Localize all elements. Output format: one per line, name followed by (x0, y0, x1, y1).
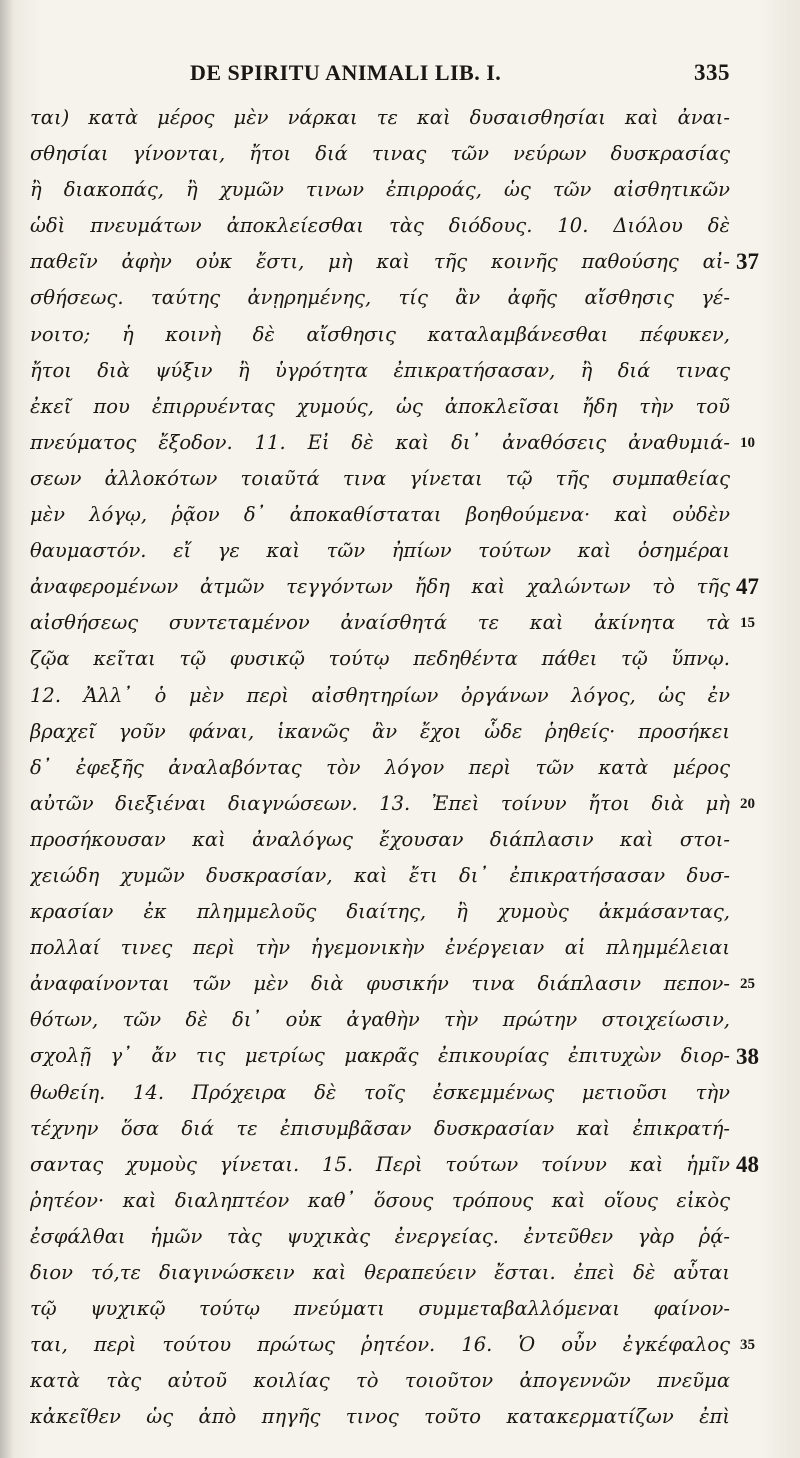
text-line: ὡδὶ πνευμάτων ἀποκλείεσθαι τὰς διόδους. 10. Διόλου δὲ (30, 214, 730, 238)
margin-line-numbers (736, 100, 796, 1400)
text-line: ἢ διακοπάς, ἢ χυμῶν τινων ἐπιρροάς, ὡς τῶν αἰσθητικῶν (30, 178, 730, 202)
text-line: παθεῖν ἀφὴν οὐκ ἔστι, μὴ καὶ τῆς κοινῆς παθούσης αἰ- (30, 250, 730, 274)
text-line: 12. Ἀλλ᾽ ὁ μὲν περὶ αἰσθητηρίων ὀργάνων λόγος, ὡς ἐν (30, 683, 730, 707)
text-line: σεων ἀλλοκότων τοιαῦτά τινα γίνεται τῷ τῆς συμπαθείας (30, 466, 730, 490)
text-line: θωθείη. 14. Πρόχειρα δὲ τοῖς ἐσκεμμένως μετιοῦσι τὴν (30, 1080, 730, 1104)
text-line: τῷ ψυχικῷ τούτῳ πνεύματι συμμεταβαλλόμεναι φαίνον- (30, 1297, 730, 1321)
margin-number: 38 (736, 1043, 759, 1069)
text-line: τέχνην ὅσα διά τε ἐπισυμβᾶσαν δυσκρασίαν καὶ ἐπικρατή- (30, 1116, 730, 1140)
text-line: διον τό,τε διαγινώσκειν καὶ θεραπεύειν ἔσται. ἐπεὶ δὲ αὗται (30, 1261, 730, 1284)
text-line: ἐκεῖ που ἐπιρρυέντας χυμούς, ὡς ἀποκλεῖσαι ἤδη τὴν τοῦ (30, 394, 730, 418)
text-line: σαντας χυμοὺς γίνεται. 15. Περὶ τούτων τοίνυν καὶ ἡμῖν (30, 1152, 730, 1176)
binding-shadow (0, 0, 14, 1458)
text-line: ἀναφερομένων ἀτμῶν τεγγόντων ἤδη καὶ χαλώντων τὸ τῆς (30, 575, 730, 599)
text-line: ῥητέον· καὶ διαληπτέον καθ᾽ ὅσους τρόπους καὶ οἵους εἰκὸς (30, 1188, 730, 1212)
text-line: θότων, τῶν δὲ δι᾽ οὐκ ἀγαθὴν τὴν πρώτην στοιχείωσιν, (30, 1008, 730, 1032)
margin-number: 20 (740, 795, 755, 812)
text-line: αἰσθήσεως συντεταμένον ἀναίσθητά τε καὶ ἀκίνητα τὰ (30, 611, 730, 635)
text-line: δ᾽ ἐφεξῆς ἀναλαβόντας τὸν λόγον περὶ τῶν κατὰ μέρος (30, 755, 730, 779)
text-line: μὲν λόγῳ, ῥᾷον δ᾽ ἀποκαθίσταται βοηθούμενα· καὶ οὐδὲν (30, 503, 730, 527)
text-line: χειώδη χυμῶν δυσκρασίαν, καὶ ἔτι δι᾽ ἐπικρατήσασαν δυσ- (30, 863, 730, 887)
margin-number: 25 (740, 976, 755, 993)
text-line: σχολῇ γ᾽ ἄν τις μετρίως μακρᾶς ἐπικουρίας ἐπιτυχὼν διορ- (30, 1044, 730, 1068)
text-line: ται, περὶ τούτου πρώτως ῥητέον. 16. Ὁ οὖν ἐγκέφαλος (30, 1333, 730, 1357)
text-line: προσήκουσαν καὶ ἀναλόγως ἔχουσαν διάπλασιν καὶ στοι- (30, 827, 730, 851)
text-line: πνεύματος ἔξοδον. 11. Εἰ δὲ καὶ δι᾽ ἀναθόσεις ἀναθυμιά- (30, 430, 730, 454)
page-header (190, 56, 730, 96)
text-line: ται) κατὰ μέρος μὲν νάρκαι τε καὶ δυσαισθησίαι καὶ ἀναι- (30, 106, 730, 129)
margin-number: 15 (740, 615, 755, 632)
running-title: DE SPIRITU ANIMALI LIB. I. (190, 60, 502, 85)
text-line: κἀκεῖθεν ὡς ἀπὸ πηγῆς τινος τοῦτο κατακερματίζων ἐπὶ (30, 1405, 730, 1429)
text-line: νοιτο; ἡ κοινὴ δὲ αἴσθησις καταλαμβάνεσθαι πέφυκεν, (30, 322, 730, 346)
text-line: σθήσεως. ταύτης ἀνῃρημένης, τίς ἂν ἀφῆς αἴσθησις γέ- (30, 286, 730, 310)
text-line: αὐτῶν διεξιέναι διαγνώσεων. 13. Ἐπεὶ τοίνυν ἤτοι διὰ μὴ (30, 791, 730, 815)
text-line: θαυμαστόν. εἴ γε καὶ τῶν ἠπίων τούτων καὶ ὁσημέραι (30, 539, 730, 563)
text-line: ἀναφαίνονται τῶν μὲν διὰ φυσικήν τινα διάπλασιν πεπον- (30, 972, 730, 996)
text-line: πολλαί τινες περὶ τὴν ἡγεμονικὴν ἐνέργειαν αἱ πλημμέλειαι (30, 936, 730, 960)
margin-number: 10 (740, 434, 755, 451)
text-line: κρασίαν ἐκ πλημμελοῦς διαίτης, ἢ χυμοὺς ἀκμάσαντας, (30, 900, 730, 924)
text-line: κατὰ τὰς αὐτοῦ κοιλίας τὸ τοιοῦτον ἀπογεννῶν πνεῦμα (30, 1369, 730, 1393)
margin-number: 48 (736, 1151, 759, 1177)
page-number: 335 (694, 60, 730, 85)
text-line: ἤτοι διὰ ψύξιν ἢ ὑγρότητα ἐπικρατήσασαν, ἢ διά τινας (30, 358, 730, 382)
text-line: βραχεῖ γοῦν φάναι, ἱκανῶς ἂν ἔχοι ὧδε ῥηθείς· προσήκει (30, 719, 730, 743)
text-line: ζῷα κεῖται τῷ φυσικῷ τούτῳ πεδηθέντα πάθει τῷ ὕπνῳ. (30, 647, 730, 671)
text-line: σθησίαι γίνονται, ἤτοι διά τινας τῶν νεύρων δυσκρασίας (30, 142, 730, 166)
text-line: ἐσφάλθαι ἡμῶν τὰς ψυχικὰς ἐνεργείας. ἐντεῦθεν γὰρ ῥᾴ- (30, 1224, 730, 1248)
margin-number: 35 (740, 1337, 755, 1354)
margin-number: 37 (736, 249, 759, 275)
margin-number: 47 (736, 574, 759, 600)
greek-text-block (30, 100, 730, 1435)
